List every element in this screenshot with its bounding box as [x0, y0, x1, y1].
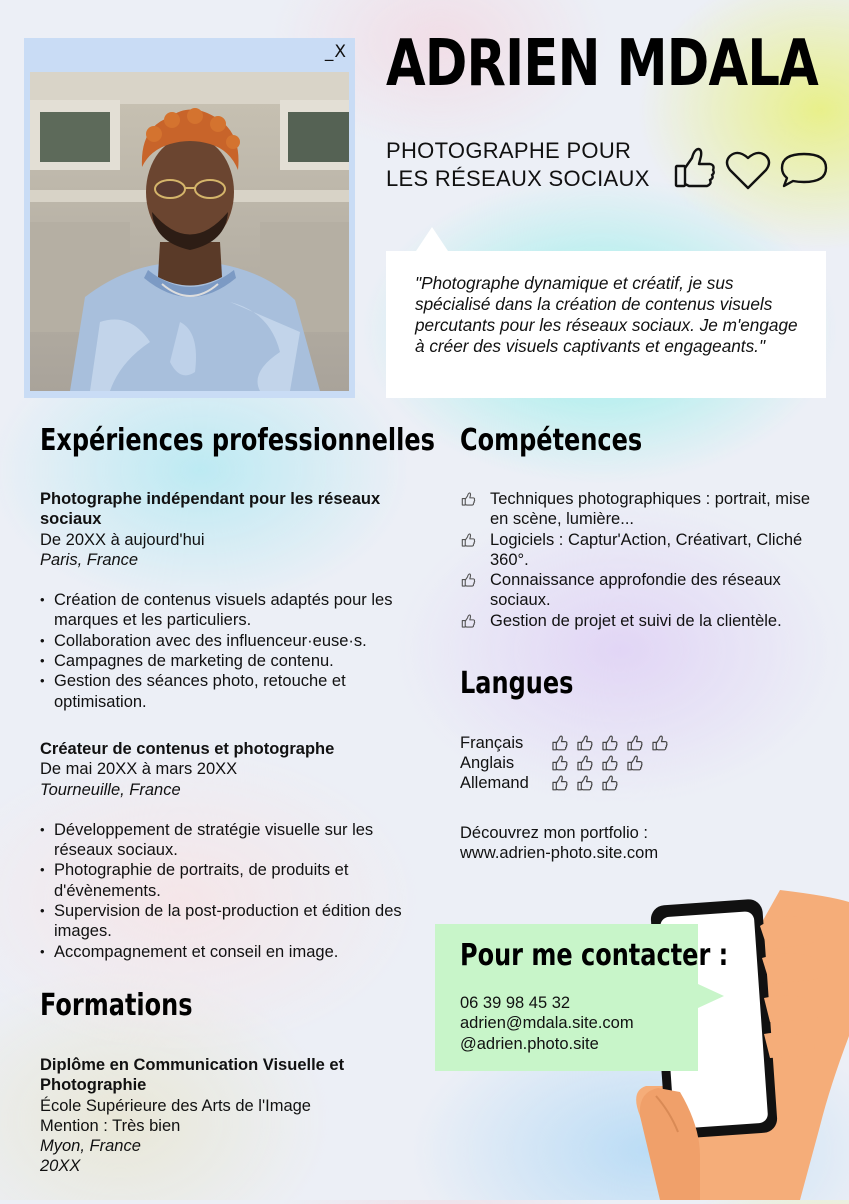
- skill-text: Techniques photographiques : portrait, mise en scène, lumière...: [490, 490, 811, 529]
- list-item: • Développement de stratégie visuelle sur les réseaux sociaux.: [40, 820, 420, 861]
- thumbs-up-icon: [460, 533, 477, 548]
- language-level-rating: [550, 755, 645, 772]
- thumbs-up-icon: [575, 755, 595, 772]
- portfolio-link[interactable]: www.adrien-photo.site.com: [460, 844, 659, 863]
- contact-bubble: [435, 924, 729, 1071]
- skill-text: Gestion de projet et suivi de la clientèle.: [490, 611, 782, 630]
- thumbs-up-icon: [600, 735, 620, 752]
- list-item: [460, 530, 832, 571]
- list-item: • Photographie de portraits, de produits et d'évènements.: [40, 860, 420, 901]
- job-2-tasks: [40, 820, 420, 962]
- thumbs-up-icon: [550, 735, 570, 752]
- profile-photo-window: [24, 38, 355, 398]
- language-name: Allemand: [460, 774, 529, 793]
- portfolio-block: [460, 823, 658, 864]
- heart-icon: [727, 153, 769, 188]
- candidate-name: ADRIEN MDALA: [386, 27, 818, 101]
- contact-phone[interactable]: 06 39 98 45 32: [460, 994, 571, 1012]
- contact-social-handle[interactable]: @adrien.photo.site: [460, 1034, 599, 1053]
- language-level-rating: [550, 735, 670, 752]
- thumbs-up-icon: [460, 573, 477, 588]
- thumbs-up-icon: [625, 735, 645, 752]
- degree-title: Diplôme en Communication Visuelle et Photographie: [40, 1056, 345, 1095]
- list-item: • Collaboration avec des influenceur·euse·s.: [40, 631, 420, 651]
- thumbs-up-icon: [625, 755, 645, 772]
- job-1-dates: De 20XX à aujourd'hui: [40, 530, 205, 549]
- list-item: • Campagnes de marketing de contenu.: [40, 651, 420, 671]
- language-level-rating: [550, 775, 620, 792]
- skill-text: Logiciels : Captur'Action, Créativart, Cliché 360°.: [490, 530, 803, 569]
- profile-summary-bubble: [386, 251, 826, 398]
- skills-list: [460, 489, 832, 631]
- job-1-tasks: [40, 590, 420, 712]
- list-item: [460, 611, 832, 631]
- language-row: [460, 753, 670, 773]
- education-entry: [40, 1055, 410, 1177]
- list-item: • Création de contenus visuels adaptés pour les marques et les particuliers.: [40, 590, 420, 631]
- job-title: [386, 137, 650, 193]
- school-place: Myon, France: [40, 1137, 141, 1156]
- thumbs-up-icon: [650, 735, 670, 752]
- job-1-title: Photographe indépendant pour les réseaux sociaux: [40, 490, 381, 529]
- job-title-line-2: LES RÉSEAUX SOCIAUX: [386, 166, 650, 191]
- list-item: [460, 489, 832, 530]
- languages-heading: Langues: [460, 666, 574, 701]
- job-1: [40, 489, 420, 712]
- degree-mention: Mention : Très bien: [40, 1116, 181, 1135]
- list-item: • Gestion des séances photo, retouche et optimisation.: [40, 671, 420, 712]
- job-2-place: Tourneuille, France: [40, 780, 181, 799]
- language-name: Français: [460, 733, 524, 752]
- list-item: • Accompagnement et conseil en image.: [40, 942, 420, 962]
- thumbs-up-icon: [550, 755, 570, 772]
- portrait-illustration: [30, 72, 349, 391]
- languages-list: [460, 733, 670, 794]
- degree-year: 20XX: [40, 1157, 81, 1176]
- thumbs-up-icon: [600, 775, 620, 792]
- profile-summary: "Photographe dynamique et créatif, je sus spécialisé dans la création de contenus visuels percutants pour les réseaux sociaux. Je m'engage à créer des visuels captivants et engageants.": [415, 273, 798, 356]
- job-title-line-1: PHOTOGRAPHE POUR: [386, 138, 632, 163]
- social-icons: [672, 146, 832, 192]
- job-2-title: Créateur de contenus et photographe: [40, 740, 335, 758]
- school-name: École Supérieure des Arts de l'Image: [40, 1096, 311, 1115]
- contact-email[interactable]: adrien@mdala.site.com: [460, 1014, 634, 1033]
- language-row: [460, 774, 670, 794]
- portfolio-label: Découvrez mon portfolio :: [460, 824, 649, 842]
- job-1-place: Paris, France: [40, 550, 139, 569]
- language-name: Anglais: [460, 753, 515, 772]
- language-row: [460, 733, 670, 753]
- speech-bubble-icon: [782, 154, 826, 186]
- profile-photo: [30, 72, 349, 391]
- thumbs-up-icon: [575, 775, 595, 792]
- list-item: • Supervision de la post-production et édition des images.: [40, 901, 420, 942]
- experience-heading: Expériences professionnelles: [40, 423, 435, 458]
- contact-heading: Pour me contacter :: [460, 938, 729, 973]
- contact-details: [460, 993, 634, 1054]
- thumbs-up-icon: [575, 735, 595, 752]
- thumbs-up-icon: [676, 149, 714, 186]
- skill-text: Connaissance approfondie des réseaux sociaux.: [490, 571, 781, 610]
- skills-heading: Compétences: [460, 423, 643, 458]
- education-heading: Formations: [40, 988, 193, 1023]
- thumbs-up-icon: [600, 755, 620, 772]
- job-2: [40, 739, 420, 962]
- thumbs-up-icon: [460, 492, 477, 507]
- thumbs-up-icon: [460, 614, 477, 629]
- window-close-button[interactable]: _X: [324, 42, 347, 62]
- list-item: [460, 570, 832, 611]
- job-2-dates: De mai 20XX à mars 20XX: [40, 760, 238, 779]
- thumbs-up-icon: [550, 775, 570, 792]
